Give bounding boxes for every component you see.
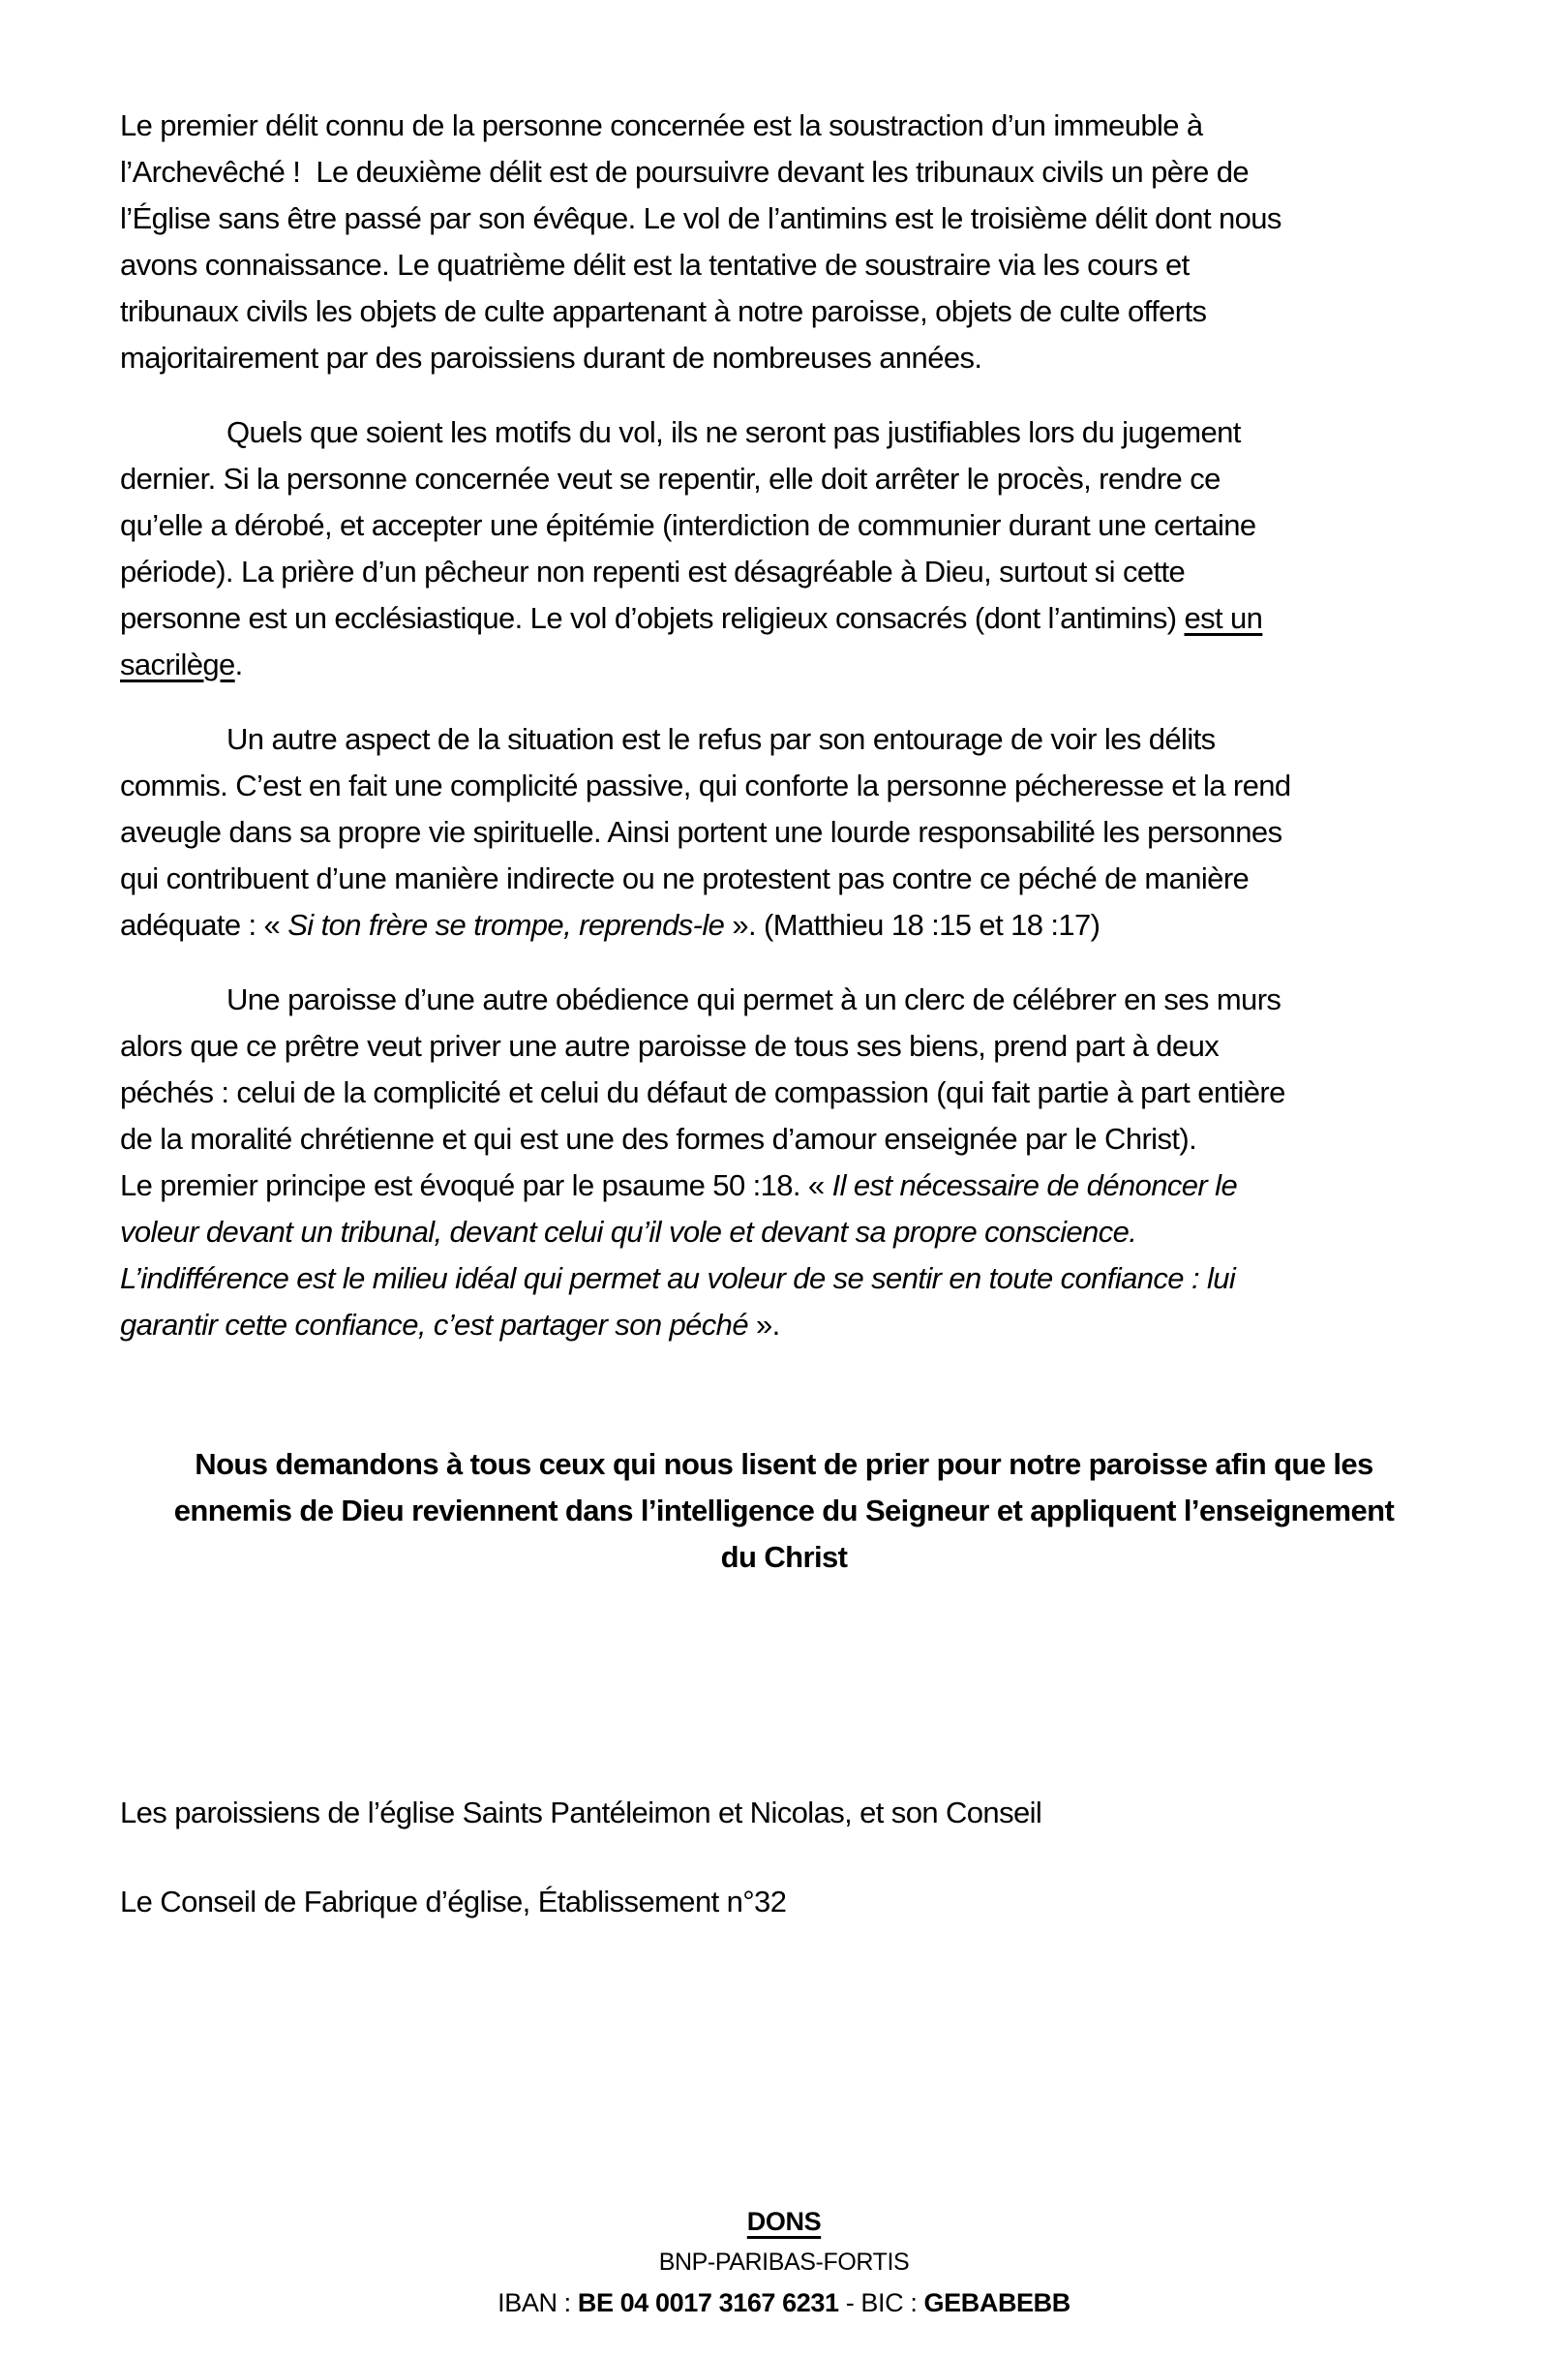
donations-block [120, 2201, 1448, 2323]
text-line [120, 1534, 1448, 1581]
text-line [120, 335, 1448, 381]
text-line [120, 1255, 1448, 1302]
text-run: ». [747, 1308, 780, 1342]
text-line [120, 1441, 1448, 1488]
text-line [120, 409, 1448, 456]
text-line [120, 1209, 1448, 1255]
text-run: péchés : celui de la complicité et celui du défaut de compassion (qui fait partie à part entière [120, 1075, 1285, 1109]
text-line [120, 549, 1448, 595]
text-run: Il est nécessaire de dénoncer le [831, 1168, 1238, 1202]
paragraph-entourage [120, 716, 1448, 949]
text-run: . [234, 648, 243, 681]
text-line [120, 642, 1448, 688]
text-line [120, 902, 1448, 949]
signature-parishioners: Les paroissiens de l’église Saints Pantéleimon et Nicolas, et son Conseil [120, 1796, 1042, 1829]
text-run: personne est un ecclésiastique. Le vol d’objets religieux consacrés (dont l’antimins) [120, 601, 1185, 635]
text-run: alors que ce prêtre veut priver une autre paroisse de tous ses biens, prend part à deux [120, 1029, 1220, 1063]
text-run: avons connaissance. Le quatrième délit est la tentative de soustraire via les cours et [120, 248, 1190, 282]
text-run: dernier. Si la personne concernée veut se repentir, elle doit arrêter le procès, rendre ce [120, 462, 1221, 496]
text-run: Une paroisse d’une autre obédience qui permet à un clerc de célébrer en ses murs [226, 982, 1282, 1016]
paragraph-repentir [120, 409, 1448, 688]
text-line [120, 1023, 1448, 1070]
text-run: L’indifférence est le milieu idéal qui permet au voleur de se sentir en toute confiance : lui [120, 1261, 1236, 1295]
text-run: de la moralité chrétienne et qui est une des formes d’amour enseignée par le Christ). [120, 1122, 1197, 1156]
text-run: tribunaux civils les objets de culte appartenant à notre paroisse, objets de culte offerts [120, 294, 1207, 328]
text-run: du Christ [720, 1540, 848, 1574]
text-run: qui contribuent d’une manière indirecte ou ne protestent pas contre ce péché de manière [120, 861, 1250, 895]
text-run: voleur devant un tribunal, devant celui qu’il vole et devant sa propre conscience. [120, 1215, 1137, 1249]
text-run: BE 04 0017 3167 6231 [577, 2288, 839, 2317]
text-run: Le premier principe est évoqué par le psaume 50 :18. « [120, 1168, 832, 1202]
text-line [120, 1163, 1448, 1209]
text-line [120, 196, 1448, 242]
donations-title: DONS [746, 2207, 822, 2236]
bank-name: BNP-PARIBAS-FORTIS [658, 2249, 910, 2276]
iban-bic-line [120, 2282, 1448, 2323]
paragraph-obedience [120, 977, 1448, 1348]
text-line [120, 716, 1448, 763]
text-run: Le premier délit connu de la personne concernée est la soustraction d’un immeuble à [120, 108, 1203, 142]
text-line [120, 1116, 1448, 1163]
text-run: sacrilège [120, 648, 235, 681]
text-line [120, 977, 1448, 1023]
text-run: Quels que soient les motifs du vol, ils ne seront pas justifiables lors du jugement [226, 415, 1241, 449]
text-run: ». (Matthieu 18 :15 et 18 :17) [724, 908, 1101, 942]
text-run: est un [1184, 601, 1263, 635]
text-run: commis. C’est en fait une complicité passive, qui conforte la personne pécheresse et la rend [120, 769, 1291, 802]
text-line [120, 1070, 1448, 1116]
text-run: qu’elle a dérobé, et accepter une épitémie (interdiction de communier durant une certaine [120, 508, 1256, 542]
text-run: GEBABEBB [923, 2288, 1070, 2317]
text-run: l’Église sans être passé par son évêque. Le vol de l’antimins est le troisième délit dont nous [120, 201, 1282, 235]
text-run: garantir cette confiance, c’est partager son péché [120, 1308, 748, 1342]
text-run: période). La prière d’un pêcheur non repenti est désagréable à Dieu, surtout si cette [120, 555, 1186, 589]
text-run: Si ton frère se trompe, reprends-le [287, 908, 725, 942]
text-run: adéquate : « [120, 908, 288, 942]
text-line [120, 1302, 1448, 1348]
text-run: ennemis de Dieu reviennent dans l’intelligence du Seigneur et appliquent l’enseignement [173, 1494, 1395, 1527]
text-line [120, 149, 1448, 196]
text-line [120, 809, 1448, 856]
text-run: aveugle dans sa propre vie spirituelle. Ainsi portent une lourde responsabilité les personnes [120, 815, 1282, 849]
signature-council: Le Conseil de Fabrique d’église, Établissement n°32 [120, 1885, 787, 1918]
text-run: l’Archevêché ! Le deuxième délit est de poursuivre devant les tribunaux civils un père de [120, 155, 1250, 189]
text-line [120, 763, 1448, 809]
text-run: Nous demandons à tous ceux qui nous lisent de prier pour notre paroisse afin que les [195, 1447, 1373, 1481]
paragraph-delits [120, 103, 1448, 381]
text-line [120, 1488, 1448, 1534]
text-line [120, 242, 1448, 288]
document-body [120, 0, 1448, 2323]
text-line [120, 502, 1448, 549]
text-run: majoritairement par des paroissiens durant de nombreuses années. [120, 341, 982, 375]
text-line [120, 288, 1448, 335]
text-line [120, 856, 1448, 902]
paragraph-appeal-bold [120, 1441, 1448, 1581]
text-line [120, 456, 1448, 502]
text-run: - BIC : [838, 2288, 924, 2317]
text-line [120, 103, 1448, 149]
text-run: Un autre aspect de la situation est le refus par son entourage de voir les délits [226, 722, 1216, 756]
text-line [120, 595, 1448, 642]
text-run: IBAN : [498, 2288, 578, 2317]
